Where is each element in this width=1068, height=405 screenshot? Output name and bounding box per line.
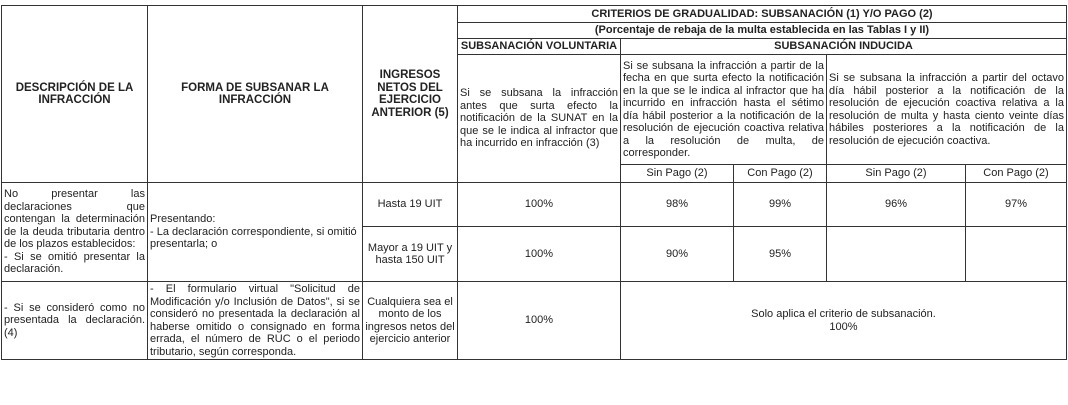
header-criterios: CRITERIOS DE GRADUALIDAD: SUBSANACIÓN (1) Y/O PAGO (2) <box>458 6 1067 23</box>
ingresos-value: Cualquiera sea el monto de los ingresos netos del ejercicio anterior <box>363 282 458 360</box>
inducida-description-2: Si se subsana la infracción a partir del octavo día hábil posterior a la notificación de la resolución de ejecución coactiva relativa a la resolución de multa y hasta ciento veinte días hábiles posteriores a la notificación de la resolución de ejecución coactiva. <box>827 55 1067 165</box>
solo-aplica-cell <box>621 282 1067 360</box>
inducida-1-con-pago-value: 95% <box>734 227 827 282</box>
ingresos-value: Mayor a 19 UIT y hasta 150 UIT <box>363 227 458 282</box>
gradualidad-table <box>1 5 1067 360</box>
inducida-1-sin-pago-value: 90% <box>621 227 734 282</box>
con-pago-header-1: Con Pago (2) <box>734 165 827 183</box>
header-forma: FORMA DE SUBSANAR LA INFRACCIÓN <box>148 6 363 183</box>
voluntaria-value: 100% <box>458 282 621 360</box>
voluntaria-value: 100% <box>458 183 621 227</box>
table-row <box>2 183 1067 227</box>
voluntaria-value: 100% <box>458 227 621 282</box>
con-pago-header-2: Con Pago (2) <box>966 165 1067 183</box>
forma-subsanar-2: - El formulario virtual "Solicitud de Modificación y/o Inclusión de Datos", si se consideró no presentada la declaración al haberse omitido o consignado en forma errada, el número de RUC o el periodo tributario, según corresponda. <box>148 282 363 360</box>
forma-subsanar-1: Presentando: - La declaración correspondiente, si omitió presentarla; o <box>148 183 363 282</box>
empty-cell <box>966 227 1067 282</box>
solo-aplica-percent: 100% <box>829 320 858 333</box>
header-descripcion: DESCRIPCIÓN DE LA INFRACCIÓN <box>2 6 148 183</box>
header-voluntaria: SUBSANACIÓN VOLUNTARIA <box>458 39 621 55</box>
header-inducida: SUBSANACIÓN INDUCIDA <box>621 39 1067 55</box>
inducida-2-sin-pago-value: 96% <box>827 183 966 227</box>
inducida-description-1: Si se subsana la infracción a partir de la fecha en que surta efecto la notificación en la que se le indica al infractor que ha incurrido en infracción hasta el sétimo día hábil posterior a la notificación de la resolución de ejecución coactiva relativa a la resolución de multa, de corresponder. <box>621 55 827 165</box>
inducida-2-con-pago-value: 97% <box>966 183 1067 227</box>
infraccion-description-2: - Si se consideró como no presentada la declaración. (4) <box>2 282 148 360</box>
inducida-1-sin-pago-value: 98% <box>621 183 734 227</box>
inducida-1-con-pago-value: 99% <box>734 183 827 227</box>
sin-pago-header-2: Sin Pago (2) <box>827 165 966 183</box>
solo-aplica-text: Solo aplica el criterio de subsanación. <box>751 308 936 320</box>
infraccion-description-1: No presentar las declaraciones que contengan la determinación de la deuda tributaria dentro de los plazos establecidos: - Si se omitió presentar la declaración. <box>2 183 148 282</box>
ingresos-value: Hasta 19 UIT <box>363 183 458 227</box>
sin-pago-header-1: Sin Pago (2) <box>621 165 734 183</box>
empty-cell <box>827 227 966 282</box>
header-ingresos: INGRESOS NETOS DEL EJERCICIO ANTERIOR (5) <box>363 6 458 183</box>
table-row <box>2 282 1067 360</box>
header-porcentaje: (Porcentaje de rebaja de la multa establecida en las Tablas I y II) <box>458 23 1067 39</box>
voluntaria-description: Si se subsana la infracción antes que surta efecto la notificación de la SUNAT en la que se le indica al infractor que ha incurrido en infracción (3) <box>458 55 621 183</box>
